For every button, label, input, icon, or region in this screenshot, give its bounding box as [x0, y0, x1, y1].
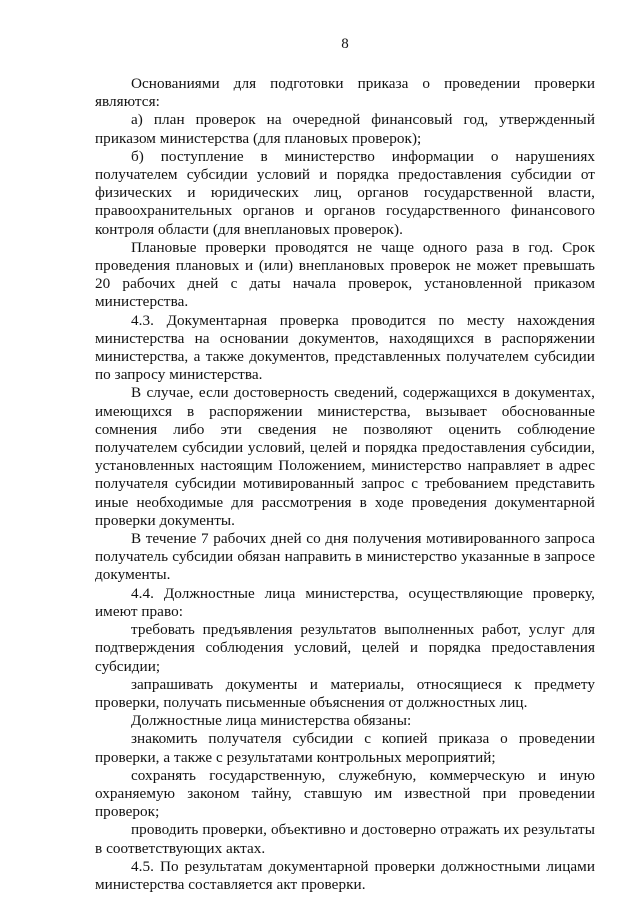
paragraph: Плановые проверки проводятся не чаще одного раза в год. Срок проведения плановых и (или) внеплановых проверок не может превышать 20 рабочих дней с даты начала проверок, установленной приказом министерства.: [95, 238, 595, 311]
document-body: [95, 75, 595, 894]
paragraph: Основаниями для подготовки приказа о проведении проверки являются:: [95, 75, 595, 111]
paragraph: б) поступление в министерство информации о нарушениях получателем субсидии условий и порядка предоставления субсидии от физических и юридических лиц, органов государственной власти, правоохранительных органов и органов государственного финансового контроля области (для внеплановых проверок).: [95, 147, 595, 238]
paragraph: знакомить получателя субсидии с копией приказа о проведении проверки, а также с результатами контрольных мероприятий;: [95, 730, 595, 766]
paragraph: проводить проверки, объективно и достоверно отражать их результаты в соответствующих актах.: [95, 821, 595, 857]
paragraph: В течение 7 рабочих дней со дня получения мотивированного запроса получатель субсидии обязан направить в министерство указанные в запросе документы.: [95, 530, 595, 584]
paragraph: а) план проверок на очередной финансовый год, утвержденный приказом министерства (для плановых проверок);: [95, 111, 595, 147]
paragraph: запрашивать документы и материалы, относящиеся к предмету проверки, получать письменные объяснения от должностных лиц.: [95, 675, 595, 711]
paragraph: требовать предъявления результатов выполненных работ, услуг для подтверждения соблюдения условий, целей и порядка предоставления субсидии;: [95, 621, 595, 675]
paragraph: В случае, если достоверность сведений, содержащихся в документах, имеющихся в распоряжении министерства, вызывает обоснованные сомнения либо эти сведения не позволяют оценить соблюдение получателем субсидии условий, целей и порядка предоставления субсидии, установленных настоящим Положением, министерство направляет в адрес получателя субсидии мотивированный запрос с требованием представить иные необходимые для рассмотрения в ходе проведения документарной проверки документы.: [95, 384, 595, 529]
paragraph: 4.4. Должностные лица министерства, осуществляющие проверку, имеют право:: [95, 584, 595, 620]
paragraph: 4.5. По результатам документарной проверки должностными лицами министерства составляется акт проверки.: [95, 857, 595, 893]
page-number: 8: [341, 36, 349, 52]
paragraph: сохранять государственную, служебную, коммерческую и иную охраняемую законом тайну, ставшую им известной при проведении проверок;: [95, 766, 595, 821]
paragraph: Должностные лица министерства обязаны:: [131, 712, 412, 730]
paragraph: 4.3. Документарная проверка проводится по месту нахождения министерства на основании документов, находящихся в распоряжении министерства, а также документов, представленных получателем субсидии по запросу министерства.: [95, 311, 595, 384]
